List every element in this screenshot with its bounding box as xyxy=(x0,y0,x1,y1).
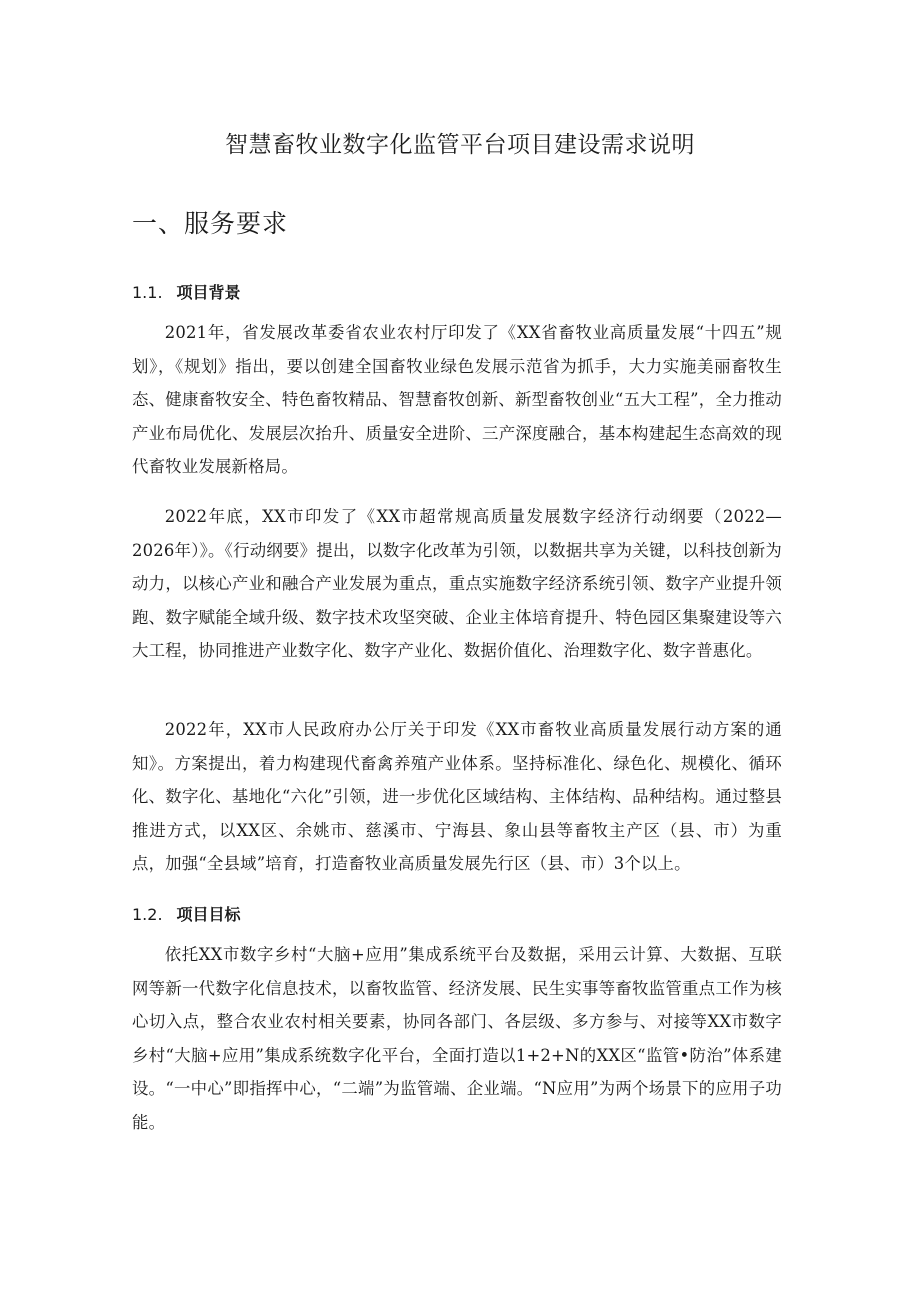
paragraph-goals-1: 依托XX市数字乡村“大脑+应用”集成系统平台及数据，采用云计算、大数据、互联网等新一代数字化信息技术，以畜牧监管、经济发展、民生实事等畜牧监管重点工作为核心切入点，整合农业农村相关要素，协同各部门、各层级、多方参与、对接等XX市数字乡村“大脑+应用”集成系统数字化平台，全面打造以1+2+N的XX区“监管•防治”体系建设。“一中心”即指挥中心，“二端”为监管端、企业端。“N应用”为两个场景下的应用子功能。 xyxy=(132,945,782,1132)
subsection-label: 项目目标 xyxy=(176,905,241,924)
subsection-label: 项目背景 xyxy=(176,283,241,302)
paragraph-background-2: 2022年底，XX市印发了《XX市超常规高质量发展数字经济行动纲要（2022—2026年）》。《行动纲要》提出，以数字化改革为引领，以数据共享为关键，以科技创新为动力，以核心产业和融合产业发展为重点，重点实施数字经济系统引领、数字产业提升领跑、数字赋能全域升级、数字技术攻坚突破、企业主体培育提升、特色园区集聚建设等六大工程，协同推进产业数字化、数字产业化、数据价值化、治理数字化、数字普惠化。 xyxy=(132,507,782,661)
subsection-number: 1.2. xyxy=(132,905,163,924)
paragraph-background-1: 2021年，省发展改革委省农业农村厅印发了《XX省畜牧业高质量发展“十四五”规划》，《规划》指出，要以创建全国畜牧业绿色发展示范省为抓手，大力实施美丽畜牧生态、健康畜牧安全、特色畜牧精品、智慧畜牧创新、新型畜牧创业“五大工程”，全力推动产业布局优化、发展层次抬升、质量安全进阶、三产深度融合，基本构建起生态高效的现代畜牧业发展新格局。 xyxy=(132,323,782,477)
subsection-heading-goals xyxy=(132,902,241,925)
document-title: 智慧畜牧业数字化监管平台项目建设需求说明 xyxy=(225,132,695,158)
subsection-heading-background xyxy=(132,280,241,303)
section-heading-service-requirements: 一、服务要求 xyxy=(132,209,289,238)
subsection-number: 1.1. xyxy=(132,283,163,302)
paragraph-background-3: 2022年，XX市人民政府办公厅关于印发《XX市畜牧业高质量发展行动方案的通知》。方案提出，着力构建现代畜禽养殖产业体系。坚持标准化、绿色化、规模化、循环化、数字化、基地化“六化”引领，进一步优化区域结构、主体结构、品种结构。通过整县推进方式，以XX区、余姚市、慈溪市、宁海县、象山县等畜牧主产区（县、市）为重点，加强“全县域”培育，打造畜牧业高质量发展先行区（县、市）3个以上。 xyxy=(132,720,782,874)
